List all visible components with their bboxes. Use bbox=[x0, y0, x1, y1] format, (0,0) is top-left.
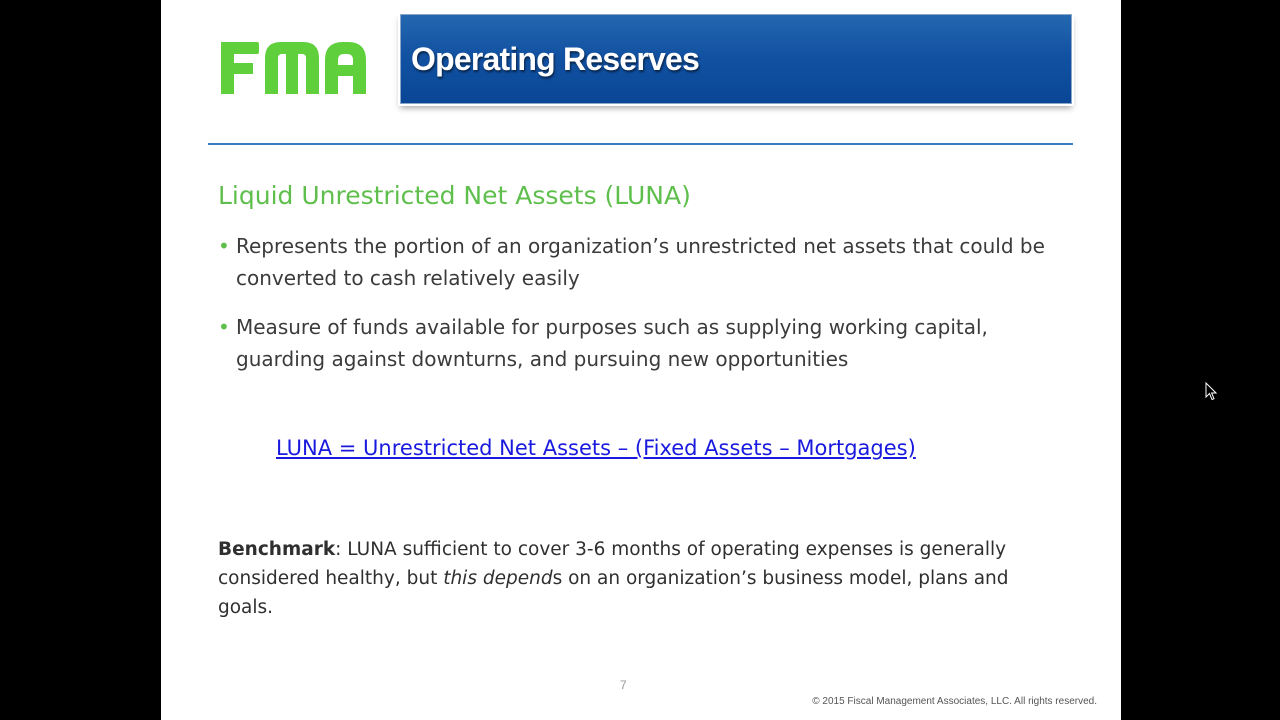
header-divider bbox=[208, 143, 1073, 145]
bullet-item bbox=[218, 230, 1068, 294]
benchmark-text-after: s on an organization’s business model, plans and goals. bbox=[218, 568, 1009, 618]
bullet-dot-icon: • bbox=[218, 234, 230, 258]
title-bar bbox=[400, 14, 1072, 104]
bullet-text: Represents the portion of an organization’s unrestricted net assets that could be converted to cash relatively easily bbox=[236, 234, 1045, 290]
benchmark-text-before: : LUNA sufficient to cover 3-6 months of operating expenses is generally considered healthy, but bbox=[218, 539, 1007, 589]
luna-formula-link[interactable]: LUNA = Unrestricted Net Assets – (Fixed Assets – Mortgages) bbox=[276, 436, 916, 460]
benchmark-label: Benchmark bbox=[218, 539, 336, 560]
slide-title: Operating Reserves bbox=[411, 41, 699, 77]
bullet-item bbox=[218, 311, 1068, 375]
presentation-slide bbox=[161, 0, 1121, 720]
benchmark-paragraph bbox=[218, 535, 1068, 622]
copyright-notice: © 2015 Fiscal Management Associates, LLC. All rights reserved. bbox=[812, 696, 1097, 707]
page-number: 7 bbox=[620, 678, 627, 692]
bullet-text: Measure of funds available for purposes such as supplying working capital, guarding against downturns, and pursuing new opportunities bbox=[236, 315, 988, 371]
fma-logo bbox=[221, 38, 366, 96]
section-heading: Liquid Unrestricted Net Assets (LUNA) bbox=[218, 181, 691, 210]
benchmark-emphasis: this depend bbox=[443, 568, 553, 589]
mouse-pointer-icon bbox=[1205, 382, 1217, 401]
bullet-list bbox=[218, 230, 1068, 392]
bullet-dot-icon: • bbox=[218, 315, 230, 339]
